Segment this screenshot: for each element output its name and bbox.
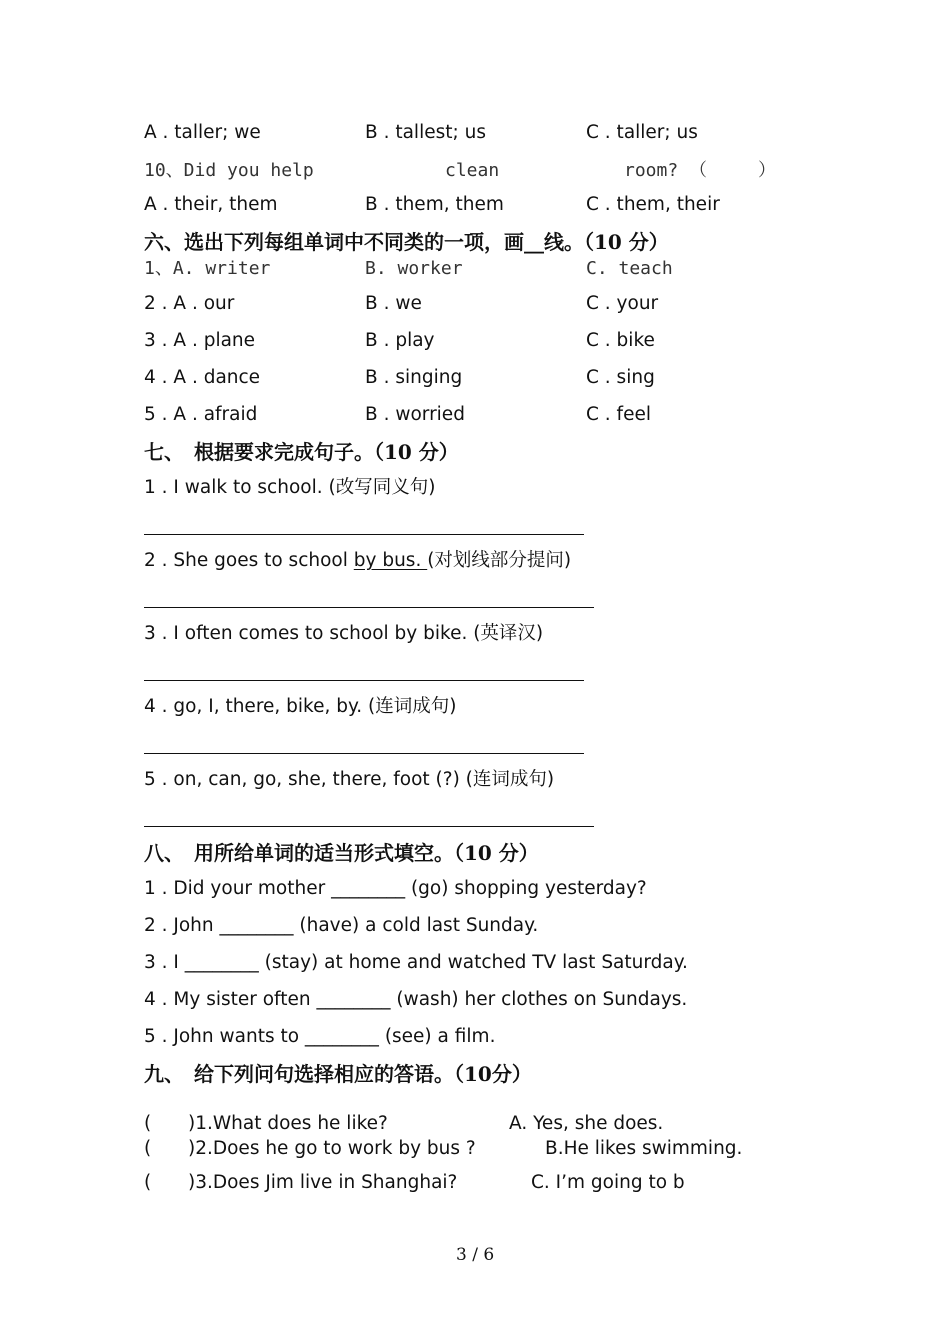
sec8-item-4: 4 . My sister often ________ (wash) her clothes on Sundays. [144, 989, 688, 1010]
answer-line-5[interactable] [144, 826, 594, 827]
sec7-item-4: 4 . go, I, there, bike, by. (连词成句) [144, 696, 457, 717]
sec7-item-2-underlined: by bus. [353, 550, 428, 571]
sec9-row-2-answer: B.He likes swimming. [545, 1138, 743, 1159]
sec9-row-1-question: )1.What does he like? [188, 1113, 388, 1134]
sec9-row-3-paren[interactable]: ( [144, 1172, 152, 1193]
sec6-row-3-c: C . bike [586, 330, 655, 351]
q10-stem-part-1: 10、Did you help [144, 160, 314, 181]
q9-option-c: C . taller; us [586, 122, 698, 143]
sec6-row-5-a: 5 . A . afraid [144, 404, 258, 425]
sec6-row-5-b: B . worried [365, 404, 465, 425]
sec7-item-2-text: 2 . She goes to school [144, 550, 354, 571]
sec7-item-5: 5 . on, can, go, she, there, foot (?) (连词成句) [144, 769, 555, 790]
section-6-title: 六、选出下列每组单词中不同类的一项，画__线。（10 分） [144, 230, 669, 254]
sec8-item-2: 2 . John ________ (have) a cold last Sunday. [144, 915, 539, 936]
sec9-row-1-paren[interactable]: ( [144, 1113, 152, 1134]
sec9-row-3-answer: C. I’m going to b [531, 1172, 685, 1193]
answer-line-4[interactable] [144, 753, 584, 754]
q10-option-c: C . them, their [586, 194, 720, 215]
sec7-item-2 [144, 550, 571, 572]
sec9-row-3-question: )3.Does Jim live in Shanghai? [188, 1172, 458, 1193]
sec8-item-5: 5 . John wants to ________ (see) a film. [144, 1026, 496, 1047]
answer-line-2[interactable] [144, 607, 594, 608]
sec6-row-1-c: C. teach [586, 258, 673, 279]
sec6-row-4-c: C . sing [586, 367, 655, 388]
sec6-row-3-a: 3 . A . plane [144, 330, 256, 351]
sec8-item-1: 1 . Did your mother ________ (go) shopping yesterday? [144, 878, 647, 899]
q10-stem-part-3: room? （ [624, 160, 708, 181]
sec9-row-1-answer: A. Yes, she does. [509, 1113, 664, 1134]
sec6-row-5-c: C . feel [586, 404, 651, 425]
sec6-row-2-a: 2 . A . our [144, 293, 235, 314]
q10-option-b: B . them, them [365, 194, 504, 215]
sec6-row-4-a: 4 . A . dance [144, 367, 261, 388]
sec6-row-1-b: B. worker [365, 258, 463, 279]
q9-option-a: A . taller; we [144, 122, 261, 143]
sec8-item-3: 3 . I ________ (stay) at home and watched TV last Saturday. [144, 952, 688, 973]
sec6-row-1-a: 1、A. writer [144, 258, 271, 279]
sec6-row-3-b: B . play [365, 330, 435, 351]
q10-stem-part-2: clean [445, 160, 500, 181]
sec6-row-2-b: B . we [365, 293, 422, 314]
answer-line-3[interactable] [144, 680, 584, 681]
page-number: 3 / 6 [456, 1245, 495, 1265]
q10-stem-part-4: ） [758, 160, 776, 181]
section-7-title: 七、 根据要求完成句子。（10 分） [144, 440, 459, 464]
sec6-row-4-b: B . singing [365, 367, 463, 388]
section-9-title: 九、 给下列问句选择相应的答语。（10分） [144, 1062, 532, 1086]
sec6-row-2-c: C . your [586, 293, 659, 314]
q10-option-a: A . their, them [144, 194, 278, 215]
q9-option-b: B . tallest; us [365, 122, 486, 143]
sec9-row-2-paren[interactable]: ( [144, 1138, 152, 1159]
answer-line-1[interactable] [144, 534, 584, 535]
sec7-item-3: 3 . I often comes to school by bike. (英译汉) [144, 623, 544, 644]
sec7-item-2-instruction: (对划线部分提问) [427, 550, 572, 571]
section-8-title: 八、 用所给单词的适当形式填空。（10 分） [144, 841, 539, 865]
sec7-item-1: 1 . I walk to school. (改写同义句) [144, 477, 436, 498]
sec9-row-2-question: )2.Does he go to work by bus ? [188, 1138, 476, 1159]
